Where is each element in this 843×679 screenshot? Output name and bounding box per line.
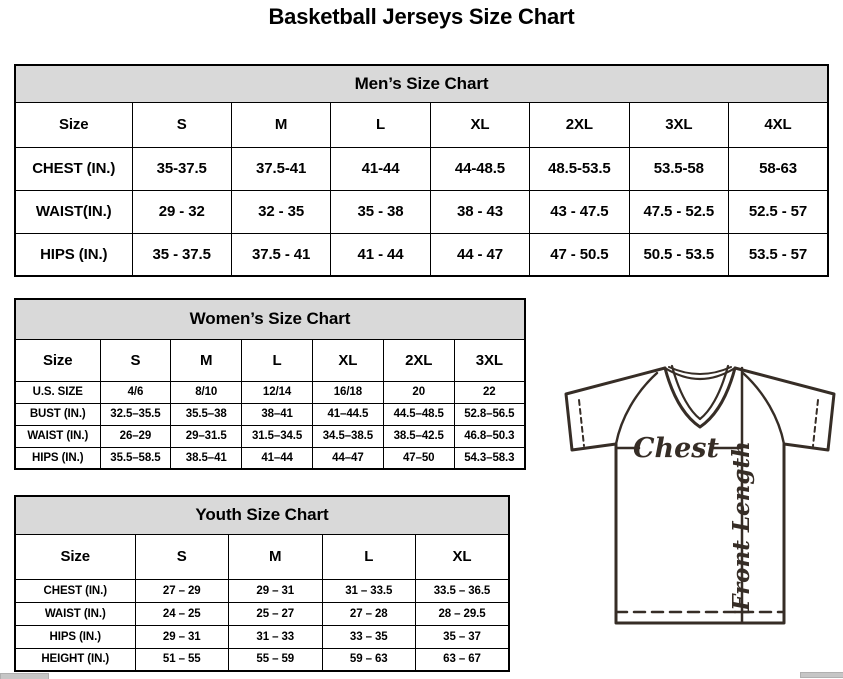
column-header: Size [15,339,100,381]
column-header: M [171,339,242,381]
column-header: S [100,339,171,381]
size-value-cell: 38.5–41 [171,447,242,469]
row-label: HIPS (IN.) [15,447,100,469]
size-value-cell: 38.5–42.5 [383,425,454,447]
size-value-cell: 52.8–56.5 [454,403,525,425]
size-value-cell: 35.5–38 [171,403,242,425]
right-cuff-dashed-line [813,400,818,446]
size-value-cell: 35 - 37.5 [132,233,231,276]
size-value-cell: 44-48.5 [430,147,529,190]
left-cuff-dashed-line [579,400,584,446]
table-row [15,648,509,671]
size-value-cell: 37.5 - 41 [231,233,330,276]
size-value-cell: 38–41 [242,403,313,425]
right-sleeve-seam-line [743,373,784,444]
column-header: XL [416,534,510,579]
size-value-cell: 32 - 35 [231,190,330,233]
column-header: M [229,534,323,579]
column-header: L [331,102,430,147]
column-header: S [135,534,229,579]
size-value-cell: 52.5 - 57 [729,190,828,233]
size-value-cell: 51 – 55 [135,648,229,671]
chest-label: Chest [633,433,719,464]
table-row [15,147,828,190]
size-value-cell: 58-63 [729,147,828,190]
column-header-row [15,339,525,381]
size-value-cell: 41 - 44 [331,233,430,276]
collar-back-arc-inner [669,367,731,374]
column-header: M [231,102,330,147]
table-row [15,447,525,469]
size-value-cell: 29–31.5 [171,425,242,447]
column-header: L [242,339,313,381]
size-value-cell: 59 – 63 [322,648,416,671]
row-label: WAIST (IN.) [15,602,135,625]
column-header: Size [15,534,135,579]
size-value-cell: 53.5-58 [629,147,728,190]
table-row [15,190,828,233]
table-row [15,625,509,648]
column-header-row [15,102,828,147]
size-value-cell: 38 - 43 [430,190,529,233]
size-value-cell: 41-44 [331,147,430,190]
size-value-cell: 47 - 50.5 [530,233,629,276]
size-value-cell: 33.5 – 36.5 [416,579,510,602]
row-label: HIPS (IN.) [15,625,135,648]
size-table [14,298,526,470]
size-value-cell: 31.5–34.5 [242,425,313,447]
size-value-cell: 27 – 28 [322,602,416,625]
table-title: Women’s Size Chart [15,299,525,339]
size-table [14,495,510,672]
horizontal-scrollbar-fragment-right[interactable] [800,672,843,678]
size-value-cell: 28 – 29.5 [416,602,510,625]
size-value-cell: 8/10 [171,381,242,403]
size-value-cell: 27 – 29 [135,579,229,602]
row-label: CHEST (IN.) [15,579,135,602]
size-value-cell: 12/14 [242,381,313,403]
size-value-cell: 54.3–58.3 [454,447,525,469]
table-row [15,233,828,276]
column-header: Size [15,102,132,147]
size-value-cell: 34.5–38.5 [312,425,383,447]
row-label: WAIST (IN.) [15,425,100,447]
size-value-cell: 35 - 38 [331,190,430,233]
size-value-cell: 47.5 - 52.5 [629,190,728,233]
size-value-cell: 46.8–50.3 [454,425,525,447]
row-label: U.S. SIZE [15,381,100,403]
front-length-label: Front Length [728,441,755,611]
size-value-cell: 43 - 47.5 [530,190,629,233]
table-title: Youth Size Chart [15,496,509,534]
row-label: HIPS (IN.) [15,233,132,276]
column-header: 3XL [454,339,525,381]
size-value-cell: 16/18 [312,381,383,403]
size-value-cell: 26–29 [100,425,171,447]
mens-size-table [14,64,829,276]
column-header: L [322,534,416,579]
size-value-cell: 63 – 67 [416,648,510,671]
table-row [15,381,525,403]
size-value-cell: 44.5–48.5 [383,403,454,425]
size-value-cell: 33 – 35 [322,625,416,648]
size-value-cell: 37.5-41 [231,147,330,190]
column-header-row [15,534,509,579]
size-value-cell: 29 - 32 [132,190,231,233]
column-header: XL [430,102,529,147]
size-value-cell: 50.5 - 53.5 [629,233,728,276]
column-header: 2XL [530,102,629,147]
size-value-cell: 48.5-53.5 [530,147,629,190]
column-header: 3XL [629,102,728,147]
size-value-cell: 35 – 37 [416,625,510,648]
size-value-cell: 41–44.5 [312,403,383,425]
size-value-cell: 53.5 - 57 [729,233,828,276]
size-value-cell: 44–47 [312,447,383,469]
column-header: XL [312,339,383,381]
size-value-cell: 4/6 [100,381,171,403]
table-row [15,425,525,447]
size-value-cell: 25 – 27 [229,602,323,625]
horizontal-scrollbar-fragment-left[interactable] [0,673,49,679]
jersey-outline [566,368,834,623]
size-value-cell: 55 – 59 [229,648,323,671]
size-value-cell: 41–44 [242,447,313,469]
table-title: Men’s Size Chart [15,65,828,102]
womens-size-table [14,298,526,468]
row-label: WAIST(IN.) [15,190,132,233]
size-value-cell: 47–50 [383,447,454,469]
size-value-cell: 35-37.5 [132,147,231,190]
table-row [15,403,525,425]
page-title: Basketball Jerseys Size Chart [268,4,575,29]
table-row [15,579,509,602]
size-value-cell: 22 [454,381,525,403]
size-value-cell: 29 – 31 [229,579,323,602]
size-value-cell: 44 - 47 [430,233,529,276]
row-label: CHEST (IN.) [15,147,132,190]
row-label: BUST (IN.) [15,403,100,425]
column-header: 4XL [729,102,828,147]
size-value-cell: 31 – 33.5 [322,579,416,602]
size-value-cell: 29 – 31 [135,625,229,648]
size-value-cell: 31 – 33 [229,625,323,648]
size-value-cell: 35.5–58.5 [100,447,171,469]
size-value-cell: 32.5–35.5 [100,403,171,425]
column-header: 2XL [383,339,454,381]
row-label: HEIGHT (IN.) [15,648,135,671]
column-header: S [132,102,231,147]
jersey-measurement-diagram [556,356,841,628]
size-value-cell: 20 [383,381,454,403]
youth-size-table [14,495,510,670]
size-table [14,64,829,277]
size-value-cell: 24 – 25 [135,602,229,625]
table-row [15,602,509,625]
